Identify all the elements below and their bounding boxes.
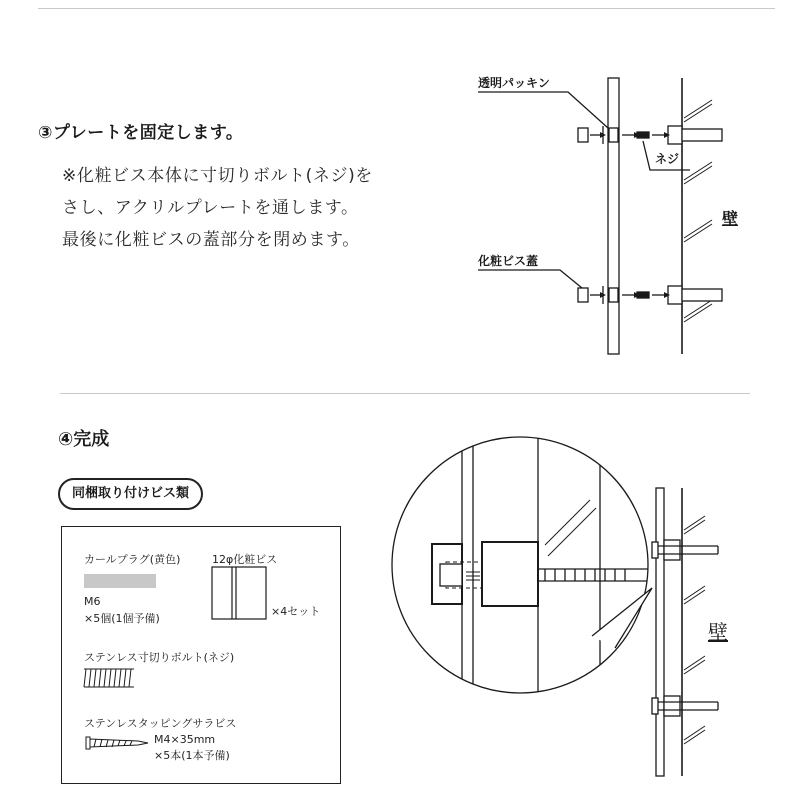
- completion-plate: [656, 488, 664, 776]
- step3-line-3: 最後に化粧ビスの蓋部分を閉めます。: [62, 230, 360, 250]
- bis-qty: ×4セット: [271, 605, 321, 618]
- step3-line-2: さし、アクリルプレートを通します。: [62, 198, 359, 218]
- packing-label: 透明パッキン: [478, 76, 550, 90]
- tapping-label: ステンレスタッピングサラビス: [84, 717, 237, 730]
- step3-title: ③プレートを固定します。: [38, 123, 244, 143]
- step4-title: ④完成: [58, 429, 110, 450]
- plug-label: カールプラグ(黄色): [84, 553, 181, 566]
- step3-line-1: ※化粧ビス本体に寸切りボルト(ネジ)を: [62, 166, 373, 186]
- bis-label: 12φ化粧ビス: [212, 553, 278, 566]
- plug-qty: ×5個(1個予備): [84, 612, 160, 625]
- plug-size: M6: [84, 595, 101, 608]
- cap-label: 化粧ビス蓋: [478, 254, 539, 268]
- bolt-label: ステンレス寸切りボルト(ネジ): [84, 651, 235, 664]
- wall-label-step4: 壁: [708, 620, 728, 644]
- screw-label: ネジ: [655, 152, 680, 166]
- tapping-qty: ×5本(1本予備): [154, 749, 230, 762]
- zoom-contents: [432, 430, 660, 700]
- parts-title-badge: 同梱取り付けビス類: [58, 478, 203, 510]
- tapping-size: M4×35mm: [154, 733, 216, 746]
- zoom-pointer: [592, 588, 652, 648]
- wall-label-step3: 壁: [722, 209, 739, 228]
